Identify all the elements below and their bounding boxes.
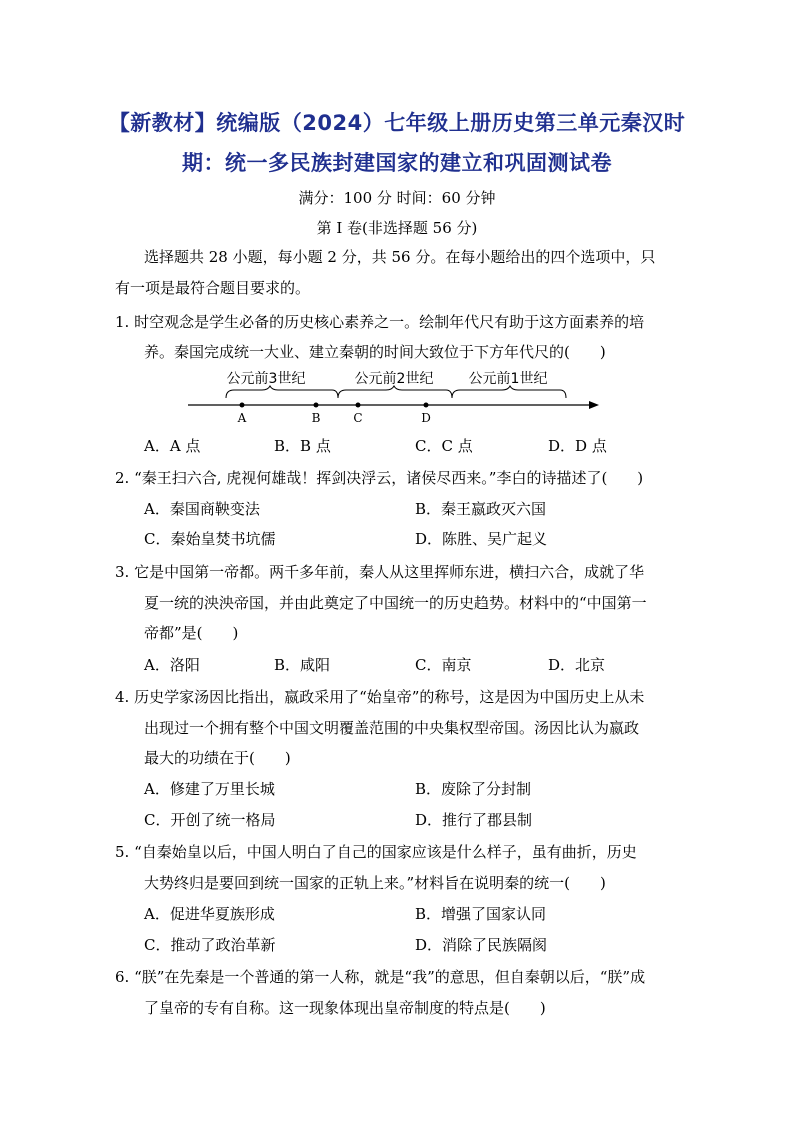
question-4-line-1: 4. 历史学家汤因比指出，嬴政采用了“始皇帝”的称号，这是因为中国历史上从未 [115, 688, 645, 706]
question-3-line-3: 帝都”是( ) [144, 624, 239, 642]
question-1-line-2: 养。秦国完成统一大业、建立秦朝的时间大致位于下方年代尺的( ) [144, 343, 606, 361]
question-3-line-2: 夏一统的泱泱帝国，并由此奠定了中国统一的历史趋势。材料中的“中国第一 [144, 594, 647, 612]
question-1-option-b[interactable]: B．B 点 [274, 437, 331, 455]
instructions-line-1: 选择题共 28 小题，每小题 2 分，共 56 分。在每小题给出的四个选项中，只 [144, 248, 656, 266]
timeline-period-label: 公元前2世纪 [354, 371, 434, 387]
question-5-option-c[interactable]: C．推动了政治革新 [144, 936, 276, 954]
instructions-line-2: 有一项是最符合题目要求的。 [115, 279, 311, 297]
timeline-arrow [589, 401, 599, 409]
question-5-option-b[interactable]: B．增强了国家认同 [415, 905, 547, 923]
question-2-line-1: 2. “秦王扫六合, 虎视何雄哉！挥剑决浮云，诸侯尽西来。”李白的诗描述了( ) [115, 469, 644, 487]
question-1-line-1: 1. 时空观念是学生必备的历史核心素养之一。绘制年代尺有助于这方面素养的培 [115, 313, 645, 331]
timeline-diagram [186, 360, 606, 430]
timeline-brace [452, 386, 566, 398]
question-4-option-b[interactable]: B．废除了分封制 [415, 780, 532, 798]
timeline-brace [338, 386, 452, 398]
timeline-point-label: C [353, 411, 363, 425]
exam-title-line-1: 【新教材】统编版（2024）七年级上册历史第三单元秦汉时 [108, 111, 686, 135]
timeline-brace [226, 386, 338, 398]
question-4-line-2: 出现过一个拥有整个中国文明覆盖范围的中央集权型帝国。汤因比认为嬴政 [144, 719, 640, 737]
question-4-option-d[interactable]: D．推行了郡县制 [415, 811, 533, 829]
question-6-line-1: 6. “朕”在先秦是一个普通的第一人称，就是“我”的意思，但自秦朝以后，“朕”成 [115, 968, 646, 986]
timeline-point-b [314, 403, 319, 408]
question-3-option-d[interactable]: D．北京 [548, 656, 606, 674]
question-5-line-1: 5. “自秦始皇以后，中国人明白了自己的国家应该是什么样子，虽有曲折，历史 [115, 843, 637, 861]
question-4-option-a[interactable]: A．修建了万里长城 [144, 780, 275, 798]
question-3-option-c[interactable]: C．南京 [415, 656, 472, 674]
question-1-option-c[interactable]: C．C 点 [415, 437, 473, 455]
question-6-line-2: 了皇帝的专有自称。这一现象体现出皇帝制度的特点是( ) [144, 999, 546, 1017]
question-1-option-a[interactable]: A．A 点 [144, 437, 201, 455]
timeline-point-label: D [421, 411, 431, 425]
timeline-period-label: 公元前1世纪 [468, 371, 548, 387]
exam-title-line-2: 期：统一多民族封建国家的建立和巩固测试卷 [182, 151, 612, 175]
question-2-option-a[interactable]: A．秦国商鞅变法 [144, 500, 260, 518]
question-3-option-a[interactable]: A．洛阳 [144, 656, 200, 674]
question-3-option-b[interactable]: B．咸阳 [274, 656, 331, 674]
section-heading: 第 I 卷(非选择题 56 分) [316, 219, 478, 237]
question-5-option-d[interactable]: D．消除了民族隔阂 [415, 936, 548, 954]
question-4-option-c[interactable]: C．开创了统一格局 [144, 811, 276, 829]
question-2-option-c[interactable]: C．秦始皇焚书坑儒 [144, 530, 276, 548]
question-5-line-2: 大势终归是要回到统一国家的正轨上来。”材料旨在说明秦的统一( ) [144, 874, 606, 892]
timeline-period-label: 公元前3世纪 [226, 371, 306, 387]
timeline-point-label: A [237, 411, 247, 425]
question-4-line-3: 最大的功绩在于( ) [144, 749, 291, 767]
timeline-point-c [356, 403, 361, 408]
question-3-line-1: 3. 它是中国第一帝都。两千多年前，秦人从这里挥师东进，横扫六合，成就了华 [115, 563, 645, 581]
question-2-option-b[interactable]: B．秦王嬴政灭六国 [415, 500, 547, 518]
exam-meta: 满分：100 分 时间：60 分钟 [298, 189, 496, 207]
question-2-option-d[interactable]: D．陈胜、吴广起义 [415, 530, 548, 548]
question-5-option-a[interactable]: A．促进华夏族形成 [144, 905, 275, 923]
timeline-point-a [240, 403, 245, 408]
question-1-option-d[interactable]: D．D 点 [548, 437, 607, 455]
timeline-point-label: B [311, 411, 321, 425]
timeline-point-d [424, 403, 429, 408]
